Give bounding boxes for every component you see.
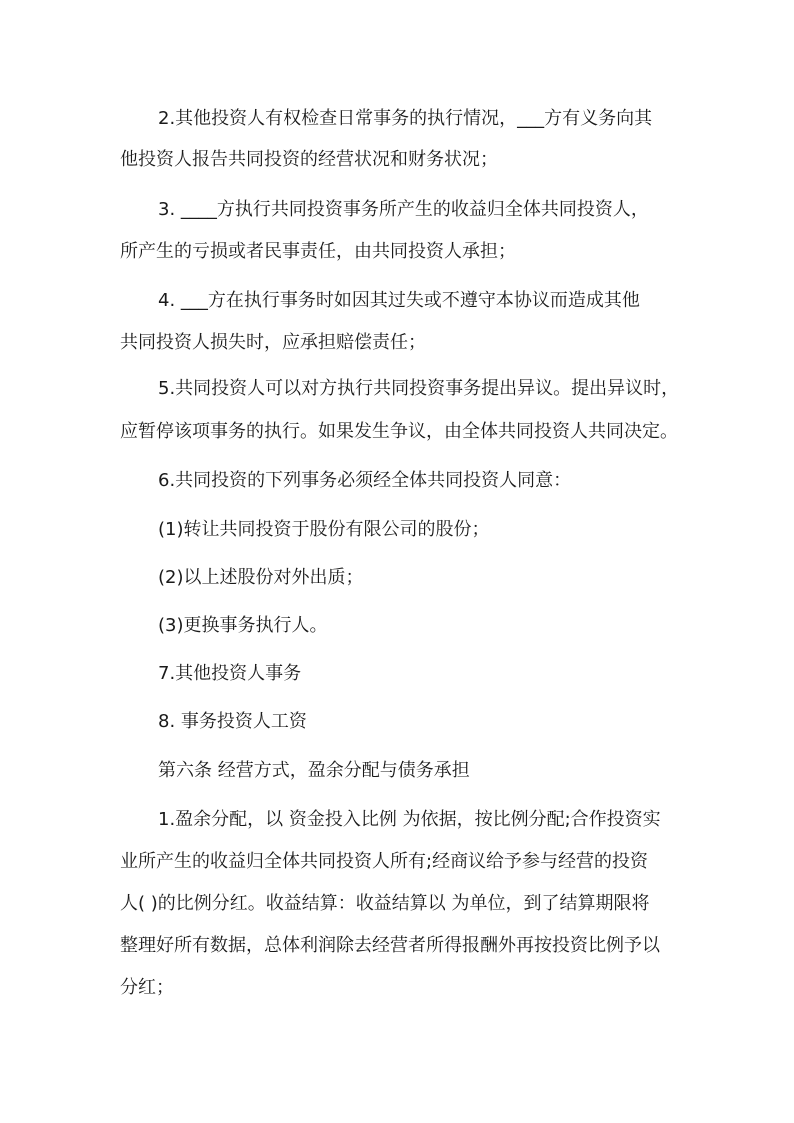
paragraph-line: 7.其他投资人事务: [158, 663, 302, 684]
paragraph-line: 人( )的比例分红。收益结算：收益结算以 为单位，到了结算期限将: [120, 893, 650, 914]
paragraph-line: (1)转让共同投资于股份有限公司的股份；: [158, 519, 490, 540]
paragraph-line: 共同投资人损失时，应承担赔偿责任；: [120, 332, 426, 353]
paragraph-line: 3. ____方执行共同投资事务所产生的收益归全体共同投资人，: [158, 199, 649, 220]
paragraph-line: 分红；: [120, 977, 174, 998]
paragraph-line: 整理好所有数据，总体利润除去经营者所得报酬外再按投资比例予以: [120, 935, 660, 956]
paragraph-line: 应暂停该项事务的执行。如果发生争议，由全体共同投资人共同决定。: [120, 421, 678, 442]
paragraph-line: 1.盈余分配，以 资金投入比例 为依据，按比例分配;合作投资实: [158, 809, 661, 830]
section-heading: 第六条 经营方式，盈余分配与债务承担: [158, 760, 470, 781]
paragraph-line: 2.其他投资人有权检查日常事务的执行情况，___方有义务向其: [158, 108, 653, 129]
paragraph-line: (2)以上述股份对外出质；: [158, 567, 364, 588]
paragraph-line: 业所产生的收益归全体共同投资人所有;经商议给予参与经营的投资: [120, 851, 649, 872]
paragraph-line: 4. ___方在执行事务时如因其过失或不遵守本协议而造成其他: [158, 290, 640, 311]
paragraph-line: 8. 事务投资人工资: [158, 711, 307, 732]
paragraph-line: (3)更换事务执行人。: [158, 615, 328, 636]
paragraph-line: 他投资人报告共同投资的经营状况和财务状况；: [120, 149, 498, 170]
paragraph-line: 6.共同投资的下列事务必须经全体共同投资人同意：: [158, 470, 572, 491]
paragraph-line: 5.共同投资人可以对方执行共同投资事务提出异议。提出异议时，: [158, 378, 680, 399]
paragraph-line: 所产生的亏损或者民事责任，由共同投资人承担；: [120, 241, 516, 262]
